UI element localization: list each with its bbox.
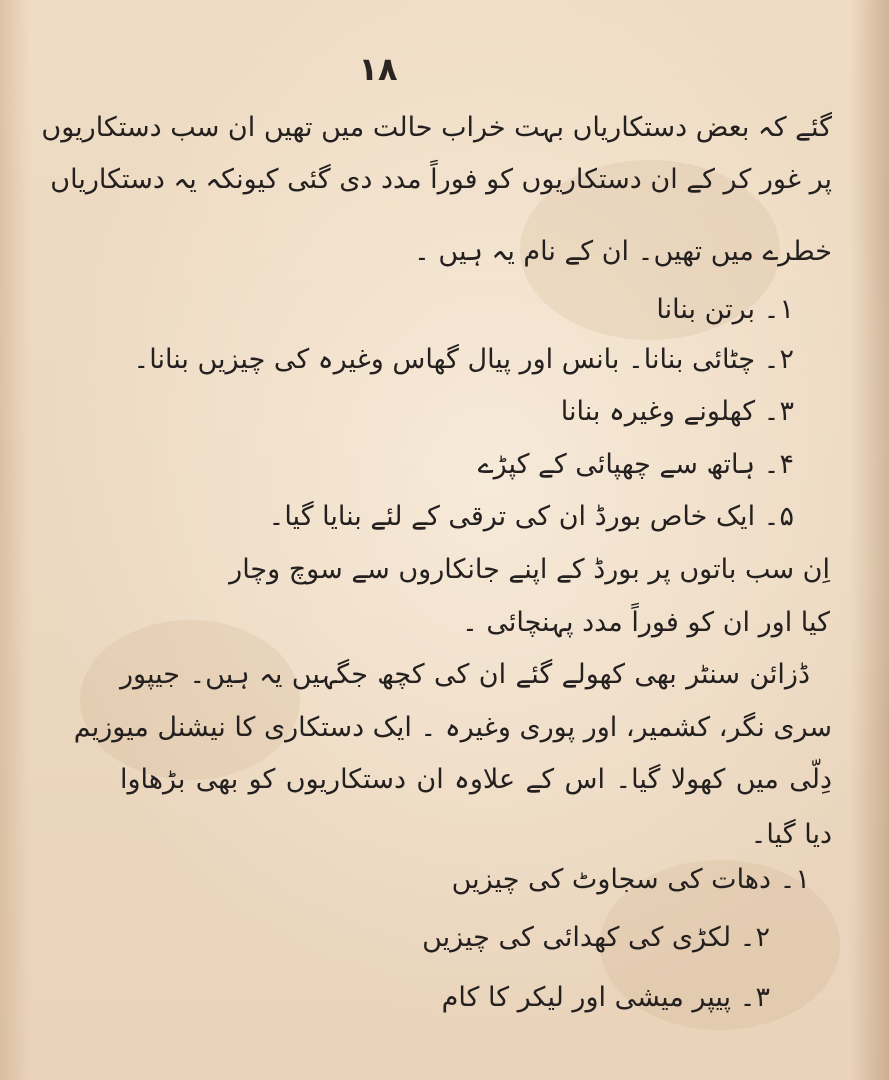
list-item-5: ۵۔ ایک خاص بورڈ ان کی ترقی کے لئے بنایا گیا۔ (268, 501, 794, 532)
paper-stain (80, 620, 300, 780)
text-line-6: ڈزائن سنٹر بھی کھولے گئے ان کی کچھ جگہیں یہ ہیں۔ جیپور (120, 659, 810, 690)
text-line-8: دِلّی میں کھولا گیا۔ اس کے علاوہ ان دستکاریوں کو بھی بڑھاوا (120, 764, 832, 795)
list-item-2: ۲۔ چٹائی بنانا۔ بانس اور پیال گھاس وغیرہ کی چیزیں بنانا۔ (133, 344, 794, 375)
list-item-4: ۴۔ ہاتھ سے چھپائی کے کپڑے (477, 449, 794, 480)
text-line-2: پر غور کر کے ان دستکاریوں کو فوراً مدد دی گئی کیونکہ یہ دستکاریاں (50, 164, 832, 195)
text-line-3: خطرے میں تھیں۔ ان کے نام یہ ہیں ۔ (414, 236, 832, 267)
page-number: ۱۸ (358, 50, 398, 88)
text-line-9: دیا گیا۔ (750, 819, 832, 850)
list-item-7: ۲۔ لکڑی کی کھدائی کی چیزیں (422, 922, 770, 953)
list-item-1: ۱۔ برتن بنانا (656, 294, 794, 325)
list-item-6: ۱۔ دھات کی سجاوٹ کی چیزیں (451, 864, 810, 895)
list-item-3: ۳۔ کھلونے وغیرہ بنانا (560, 396, 794, 427)
text-line-5: کیا اور ان کو فوراً مدد پہنچائی ۔ (461, 607, 830, 638)
list-item-8: ۳۔ پیپر میشی اور لیکر کا کام (441, 982, 770, 1013)
text-line-4: اِن سب باتوں پر بورڈ کے اپنے جانکاروں سے سوچ وچار (229, 554, 830, 585)
text-line-7: سری نگر، کشمیر، اور پوری وغیرہ ۔ ایک دستکاری کا نیشنل میوزیم (73, 712, 832, 743)
text-line-1: گئے کہ بعض دستکاریاں بہت خراب حالت میں تھیں ان سب دستکاریوں (41, 112, 832, 143)
